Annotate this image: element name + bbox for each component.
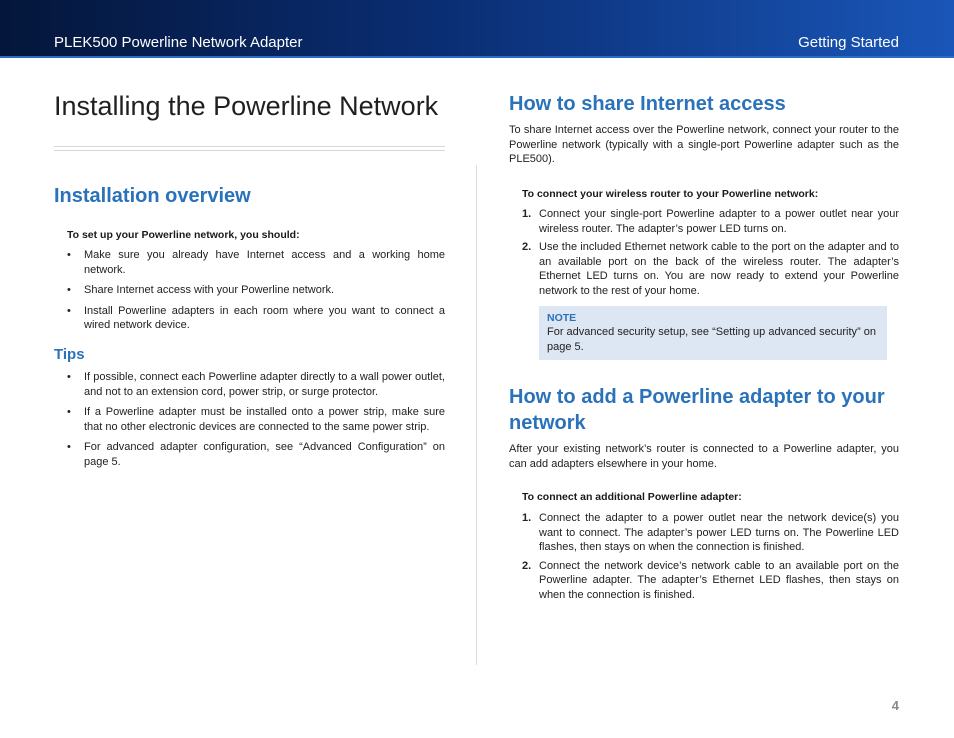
bullet-glyph: • — [67, 249, 71, 261]
note-text: For advanced security setup, see “Setting up advanced security” on page 5. — [547, 326, 876, 353]
step-item: 1. Connect the adapter to a power outlet near the network device(s) you want to connect. The adapter’s power LED turns on. The Powerline LED flashes, then stays on when the connection is finished. — [522, 512, 899, 553]
bullet-glyph: • — [67, 406, 71, 418]
setup-list — [54, 248, 445, 339]
add-steps — [509, 511, 899, 606]
step-number: 2. — [522, 241, 532, 253]
document-title: PLEK500 Powerline Network Adapter — [54, 34, 303, 51]
column-divider — [476, 165, 477, 665]
list-item: • If a Powerline adapter must be installed onto a power strip, make sure that no other electronic devices are connected to the same power strip. — [67, 406, 445, 433]
step-item: 1. Connect your single-port Powerline adapter to a power outlet near your wireless router. The adapter’s power LED turns on. — [522, 208, 899, 235]
list-item: • If possible, connect each Powerline adapter directly to a wall power outlet, and not to an extension cord, power strip, or surge protector. — [67, 371, 445, 398]
share-lead: To connect your wireless router to your Powerline network: — [522, 188, 819, 200]
step-number: 2. — [522, 559, 532, 572]
bullet-glyph: • — [67, 441, 71, 453]
step-number: 1. — [522, 512, 532, 524]
page-number: 4 — [891, 698, 899, 713]
tips-list — [54, 370, 445, 475]
step-item: 2. Connect the network device’s network cable to an available port on the Powerline adapter. The adapter’s Ethernet LED flashes, then stays on when the connection is finished. — [522, 559, 899, 601]
bullet-glyph: • — [67, 304, 71, 317]
note-label: NOTE — [547, 312, 577, 324]
add-intro: After your existing network’s router is connected to a Powerline adapter, you can add adapters elsewhere in your home. — [509, 443, 899, 470]
step-item: 2. Use the included Ethernet network cable to the port on the adapter and to an available port on the back of the wireless router. The adapter’s Ethernet LED turns on. You are now ready to extend your Powerline network to the rest of your home. — [522, 241, 899, 297]
title-rule-bottom — [54, 150, 445, 151]
list-item: • Make sure you already have Internet access and a working home network. — [67, 249, 445, 276]
list-item: • For advanced adapter configuration, see “Advanced Configuration” on page 5. — [67, 441, 445, 468]
share-steps — [509, 207, 899, 302]
page-header — [0, 0, 954, 58]
tips-heading: Tips — [54, 346, 85, 363]
add-lead: To connect an additional Powerline adapter: — [522, 491, 742, 503]
page-title: Installing the Powerline Network — [54, 91, 439, 121]
security-note — [539, 306, 887, 360]
share-internet-heading: How to share Internet access — [509, 93, 786, 115]
title-rule-top — [54, 146, 445, 147]
step-number: 1. — [522, 208, 532, 220]
share-intro: To share Internet access over the Powerline network, connect your router to the Powerline network (typically with a single-port Powerline adapter such as the PLE500). — [509, 124, 899, 165]
bullet-glyph: • — [67, 284, 71, 296]
section-title: Getting Started — [798, 34, 899, 51]
list-item: • Share Internet access with your Powerline network. — [67, 284, 335, 296]
bullet-glyph: • — [67, 371, 71, 383]
add-adapter-heading: How to add a Powerline adapter to your network — [509, 386, 885, 434]
list-item: • Install Powerline adapters in each room where you want to connect a wired network device. — [67, 304, 445, 331]
installation-overview-heading: Installation overview — [54, 185, 251, 207]
setup-lead: To set up your Powerline network, you should: — [67, 229, 300, 241]
